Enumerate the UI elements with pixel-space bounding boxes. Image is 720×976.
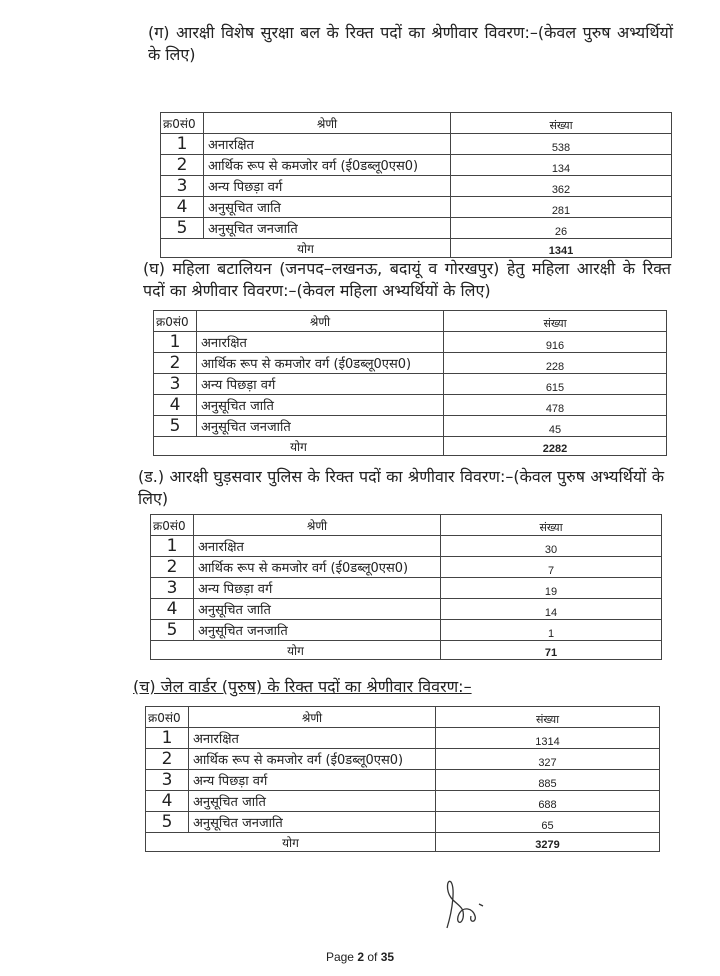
serial-number: 3 [146,770,189,791]
total-row [146,833,660,852]
count: 688 [436,791,660,812]
total-pages: 35 [380,950,395,964]
section-heading: (ग) आरक्षी विशेष सुरक्षा बल के रिक्त पदों का श्रेणीवार विवरण:–(केवल पुरुष अभ्यर्थियों के लिए) [148,23,673,64]
table-row [151,557,662,578]
category: आर्थिक रूप से कमजोर वर्ग (ई0डब्लू0एस0) [204,155,451,176]
table-header-row [154,311,667,332]
header-count: संख्या [451,113,672,134]
count: 7 [441,557,662,578]
category: अनुसूचित जाति [204,197,451,218]
category: अनुसूचित जनजाति [204,218,451,239]
header-category: श्रेणी [194,515,441,536]
category: आर्थिक रूप से कमजोर वर्ग (ई0डब्लू0एस0) [194,557,441,578]
total-count: 71 [441,641,662,660]
serial-number: 2 [146,749,189,770]
serial-number: 4 [154,395,197,416]
serial-number: 5 [154,416,197,437]
total-label: योग [146,833,436,852]
table-row [151,578,662,599]
table-row [154,374,667,395]
table-row [161,197,672,218]
category: अनारक्षित [189,728,436,749]
table-row [154,332,667,353]
table-row [146,749,660,770]
header-count: संख्या [436,707,660,728]
table-row [154,353,667,374]
serial-number: 5 [151,620,194,641]
serial-number: 2 [151,557,194,578]
section-heading: (च) जेल वार्डर (पुरुष) के रिक्त पदों का श्रेणीवार विवरण:– [133,677,472,696]
table-row [151,599,662,620]
count: 362 [451,176,672,197]
count: 30 [441,536,662,557]
category: अनुसूचित जनजाति [194,620,441,641]
header-category: श्रेणी [197,311,444,332]
category: अनुसूचित जाति [197,395,444,416]
current-page: 2 [357,950,364,964]
table-row [151,536,662,557]
count: 327 [436,749,660,770]
count: 538 [451,134,672,155]
serial-number: 1 [146,728,189,749]
vacancy-table [145,706,660,852]
count: 885 [436,770,660,791]
table-row [154,416,667,437]
table-header-row [151,515,662,536]
category: अन्य पिछड़ा वर्ग [197,374,444,395]
header-sr: क्र0सं0 [151,515,194,536]
header-sr: क्र0सं0 [154,311,197,332]
signature [435,878,495,933]
vacancy-table [153,310,667,456]
header-category: श्रेणी [189,707,436,728]
category: अनारक्षित [204,134,451,155]
total-row [154,437,667,456]
vacancy-table [150,514,662,660]
count: 615 [444,374,667,395]
table-row [146,791,660,812]
serial-number: 5 [161,218,204,239]
serial-number: 1 [161,134,204,155]
total-label: योग [154,437,444,456]
category: अन्य पिछड़ा वर्ग [194,578,441,599]
total-row [151,641,662,660]
total-count: 1341 [451,239,672,258]
category: अनारक्षित [197,332,444,353]
serial-number: 4 [161,197,204,218]
header-category: श्रेणी [204,113,451,134]
serial-number: 3 [161,176,204,197]
category: अनुसूचित जनजाति [189,812,436,833]
serial-number: 1 [154,332,197,353]
table-row [161,218,672,239]
table-row [161,134,672,155]
header-sr: क्र0सं0 [146,707,189,728]
category: अन्य पिछड़ा वर्ग [189,770,436,791]
count: 478 [444,395,667,416]
count: 134 [451,155,672,176]
table-row [146,812,660,833]
count: 916 [444,332,667,353]
table-row [161,155,672,176]
table-header-row [161,113,672,134]
category: अनुसूचित जाति [189,791,436,812]
total-row [161,239,672,258]
page-footer: Page 2 of 35 [325,950,395,964]
vacancy-table [160,112,672,258]
total-count: 2282 [444,437,667,456]
total-count: 3279 [436,833,660,852]
serial-number: 2 [161,155,204,176]
serial-number: 5 [146,812,189,833]
count: 65 [436,812,660,833]
table-header-row [146,707,660,728]
category: अन्य पिछड़ा वर्ग [204,176,451,197]
table-row [154,395,667,416]
table-row [161,176,672,197]
count: 19 [441,578,662,599]
category: अनारक्षित [194,536,441,557]
header-sr: क्र0सं0 [161,113,204,134]
count: 26 [451,218,672,239]
header-count: संख्या [444,311,667,332]
table-row [146,770,660,791]
serial-number: 3 [154,374,197,395]
serial-number: 4 [151,599,194,620]
count: 45 [444,416,667,437]
total-label: योग [161,239,451,258]
serial-number: 2 [154,353,197,374]
table-row [151,620,662,641]
count: 14 [441,599,662,620]
count: 281 [451,197,672,218]
category: अनुसूचित जाति [194,599,441,620]
serial-number: 1 [151,536,194,557]
category: आर्थिक रूप से कमजोर वर्ग (ई0डब्लू0एस0) [189,749,436,770]
total-label: योग [151,641,441,660]
count: 228 [444,353,667,374]
serial-number: 3 [151,578,194,599]
table-row [146,728,660,749]
count: 1314 [436,728,660,749]
header-count: संख्या [441,515,662,536]
section-heading: (ड.) आरक्षी घुड़सवार पुलिस के रिक्त पदों का श्रेणीवार विवरण:–(केवल पुरुष अभ्यर्थियों के लिए) [138,467,664,508]
count: 1 [441,620,662,641]
category: अनुसूचित जनजाति [197,416,444,437]
category: आर्थिक रूप से कमजोर वर्ग (ई0डब्लू0एस0) [197,353,444,374]
serial-number: 4 [146,791,189,812]
section-heading: (घ) महिला बटालियन (जनपद–लखनऊ, बदायूं व गोरखपुर) हेतु महिला आरक्षी के रिक्त पदों का श्रेणीवार विवरण:–(केवल महिला अभ्यर्थियों के लिए) [143,259,671,300]
